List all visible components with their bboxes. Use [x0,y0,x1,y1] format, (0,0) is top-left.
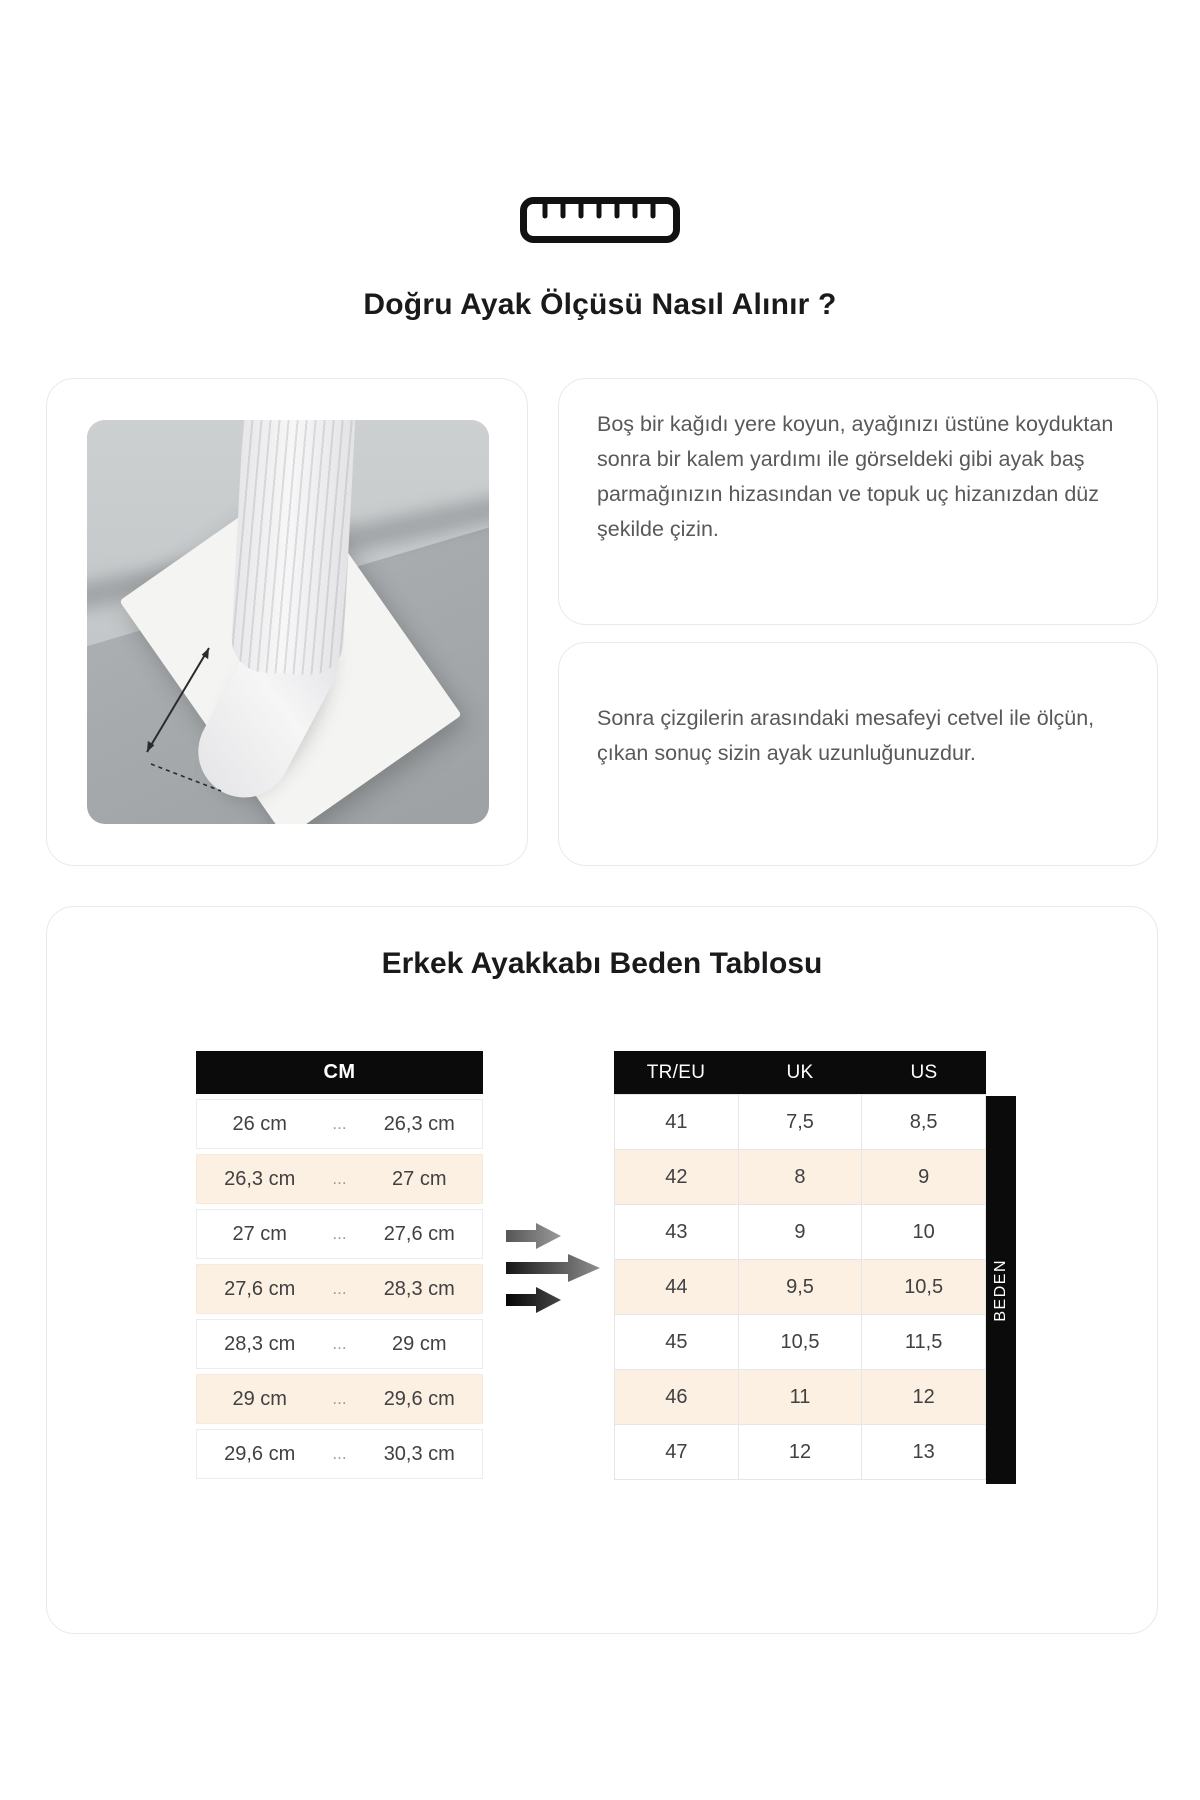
size-us: 9 [862,1149,986,1204]
cm-to: 26,3 cm [383,1112,455,1135]
size-tr-eu: 46 [615,1369,739,1424]
cm-to: 27 cm [392,1167,447,1190]
size-header-uk: UK [786,1061,814,1083]
size-us: 11,5 [862,1314,986,1369]
cm-from: 28,3 cm [224,1332,296,1355]
size-us: 10 [862,1204,986,1259]
instruction-card-step2 [558,642,1158,866]
cm-to: 29,6 cm [383,1387,455,1410]
cm-from: 26,3 cm [224,1167,296,1190]
cm-row [196,1374,483,1424]
cm-row [196,1154,483,1204]
cm-row [196,1264,483,1314]
cm-table-body [196,1099,483,1479]
size-row [615,1094,986,1149]
cm-row [196,1429,483,1479]
size-row [615,1424,986,1479]
cm-table-header: CM [196,1051,483,1094]
range-separator: ... [332,1389,347,1408]
size-uk: 11 [739,1369,863,1424]
size-uk: 9,5 [739,1259,863,1314]
size-tr-eu: 41 [615,1094,739,1149]
size-us: 12 [862,1369,986,1424]
size-uk: 8 [739,1149,863,1204]
cm-to: 28,3 cm [383,1277,455,1300]
beden-label: BEDEN [992,1258,1009,1322]
range-separator: ... [332,1224,347,1243]
size-row [615,1259,986,1314]
foot-measurement-photo [87,420,489,824]
range-separator: ... [332,1279,347,1298]
size-tr-eu: 45 [615,1314,739,1369]
size-tr-eu: 42 [615,1149,739,1204]
size-chart-panel [46,906,1158,1634]
cm-table [196,1051,483,1479]
range-separator: ... [332,1334,347,1353]
size-row [615,1204,986,1259]
size-tr-eu: 44 [615,1259,739,1314]
size-us: 10,5 [862,1259,986,1314]
size-row [615,1369,986,1424]
size-uk: 7,5 [739,1094,863,1149]
cm-to: 30,3 cm [383,1442,455,1465]
instruction-step1-text: Boş bir kağıdı yere koyun, ayağınızı üstüne koyduktan sonra bir kalem yardımı ile görseldeki gibi ayak baş parmağınızın hizasından ve topuk uç hizanızdan düz şekilde çizin. [597,412,1114,541]
size-us: 8,5 [862,1094,986,1149]
cm-row [196,1209,483,1259]
size-table-header [614,1051,986,1094]
range-separator: ... [332,1169,347,1188]
cm-from: 29 cm [232,1387,287,1410]
size-table [614,1051,986,1480]
size-row [615,1314,986,1369]
size-header-tr-eu: TR/EU [646,1061,706,1083]
ruler-icon [520,197,680,243]
photo-card [46,378,528,866]
cm-from: 29,6 cm [224,1442,296,1465]
cm-from: 27 cm [232,1222,287,1245]
measurement-lines-overlay [87,420,489,824]
size-table-body [614,1094,986,1480]
instruction-step2-text: Sonra çizgilerin arasındaki mesafeyi cetvel ile ölçün, çıkan sonuç sizin ayak uzunluğunuzdur. [597,706,1095,765]
range-separator: ... [332,1444,347,1463]
size-uk: 10,5 [739,1314,863,1369]
size-row [615,1149,986,1204]
cm-row [196,1099,483,1149]
size-uk: 9 [739,1204,863,1259]
page-title: Doğru Ayak Ölçüsü Nasıl Alınır ? [363,288,837,321]
cm-row [196,1319,483,1369]
size-uk: 12 [739,1424,863,1479]
beden-side-bar [986,1096,1016,1484]
cm-to: 27,6 cm [383,1222,455,1245]
range-separator: ... [332,1114,347,1133]
size-conversion-arrows-icon [506,1221,606,1317]
size-tr-eu: 47 [615,1424,739,1479]
instruction-card-step1 [558,378,1158,625]
size-header-us: US [910,1061,938,1083]
size-tr-eu: 43 [615,1204,739,1259]
size-chart-title: Erkek Ayakkabı Beden Tablosu [381,947,823,980]
cm-from: 26 cm [232,1112,287,1135]
size-us: 13 [862,1424,986,1479]
cm-to: 29 cm [392,1332,447,1355]
cm-from: 27,6 cm [224,1277,296,1300]
